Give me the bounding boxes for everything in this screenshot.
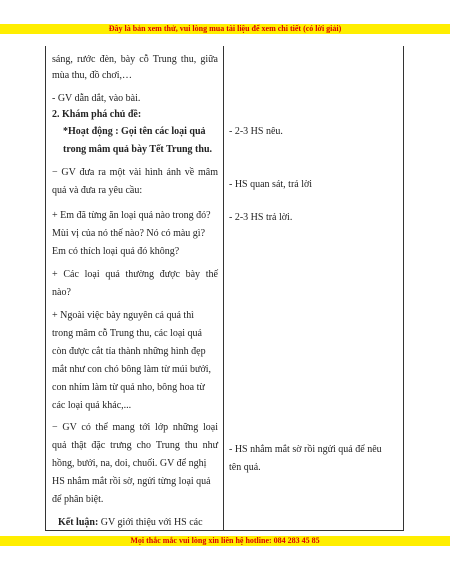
lesson-table — [45, 46, 404, 531]
response-1: - 2-3 HS nêu. — [229, 126, 283, 137]
column-divider — [223, 46, 224, 530]
lead-in: - GV dẫn dắt, vào bài. — [52, 93, 141, 104]
section-title: 2. Khám phá chủ đề: — [52, 109, 142, 120]
paragraph-1-line-1 — [52, 165, 218, 181]
conclusion-text: GV giới thiệu với HS các — [100, 517, 203, 528]
response-2: - HS quan sát, trả lời — [229, 179, 313, 190]
intro-line-1: sáng, rước đèn, bày cỗ Trung thu, giữa — [52, 54, 218, 65]
hotline-footer-banner: Mọi thắc mắc vui lòng xin liên hệ hotline: 084 283 45 85 — [0, 536, 450, 546]
response-4-line-1: - HS nhắm mắt sờ rồi ngửi quả để nêu — [229, 444, 382, 455]
response-3: - 2-3 HS trả lời. — [229, 212, 293, 223]
intro-text-2 — [52, 68, 218, 84]
question-1-line-2: Mùi vị của nó thế nào? Nó có màu gì? — [52, 228, 206, 239]
preview-notice-banner: Đây là bản xem thử, vui lòng mua tài liệu để xem chi tiết (có lời giải) — [0, 24, 450, 34]
activity-title-line-1: *Hoạt động : Gọi tên các loại quả — [63, 126, 206, 137]
question-1-line-3: Em có thích loại quả đó không? — [52, 246, 180, 257]
p2-line-2-text: quả thật đặc trưng cho Trung thu như — [52, 440, 218, 451]
question-3-line-1: + Ngoài việc bày nguyên cả quả thì — [52, 310, 194, 321]
question-3-line-6: các loại quả khác,... — [52, 400, 132, 411]
question-2-line-2: nào? — [52, 287, 71, 298]
conclusion-line — [58, 515, 224, 531]
question-3-line-5: con nhím làm từ quả nho, bông hoa từ — [52, 382, 205, 393]
paragraph-1-line-2: quả và đưa ra yêu cầu: — [52, 185, 143, 196]
q2-line-1-text: + Các loại quả thường được bày thế — [52, 269, 218, 280]
p2-line-1-text: − GV có thể mang tới lớp những loại — [52, 422, 218, 433]
question-1-line-1: + Em đã từng ăn loại quả nào trong đó? — [52, 210, 211, 221]
paragraph-2-line-5: để phân biệt. — [52, 494, 104, 505]
question-3-line-4: mắt như con chó bông làm từ múi bưởi, — [52, 364, 212, 375]
paragraph-2-line-3: hồng, bưởi, na, doi, chuối. GV để nghị — [52, 458, 207, 469]
response-4-line-2: tên quả. — [229, 462, 261, 473]
question-3-line-2: trong mâm cỗ Trung thu, các loại quả — [52, 328, 202, 339]
paragraph-2-line-2 — [52, 438, 218, 454]
question-2-line-1 — [52, 267, 218, 283]
intro-text — [52, 52, 218, 68]
paragraph-2-line-1 — [52, 420, 218, 436]
paragraph-2-line-4: HS nhắm mắt rồi sờ, ngửi từng loại quả — [52, 476, 211, 487]
conclusion-label: Kết luận: — [58, 517, 99, 528]
question-3-line-3: còn được cắt tỉa thành những hình đẹp — [52, 346, 206, 357]
intro-line-2: mùa thu, đồ chơi,… — [52, 70, 132, 81]
p1-line-1-text: − GV đưa ra một vài hình ảnh về mâm — [52, 167, 218, 178]
activity-title-line-2: trong mâm quả bày Tết Trung thu. — [63, 144, 213, 155]
